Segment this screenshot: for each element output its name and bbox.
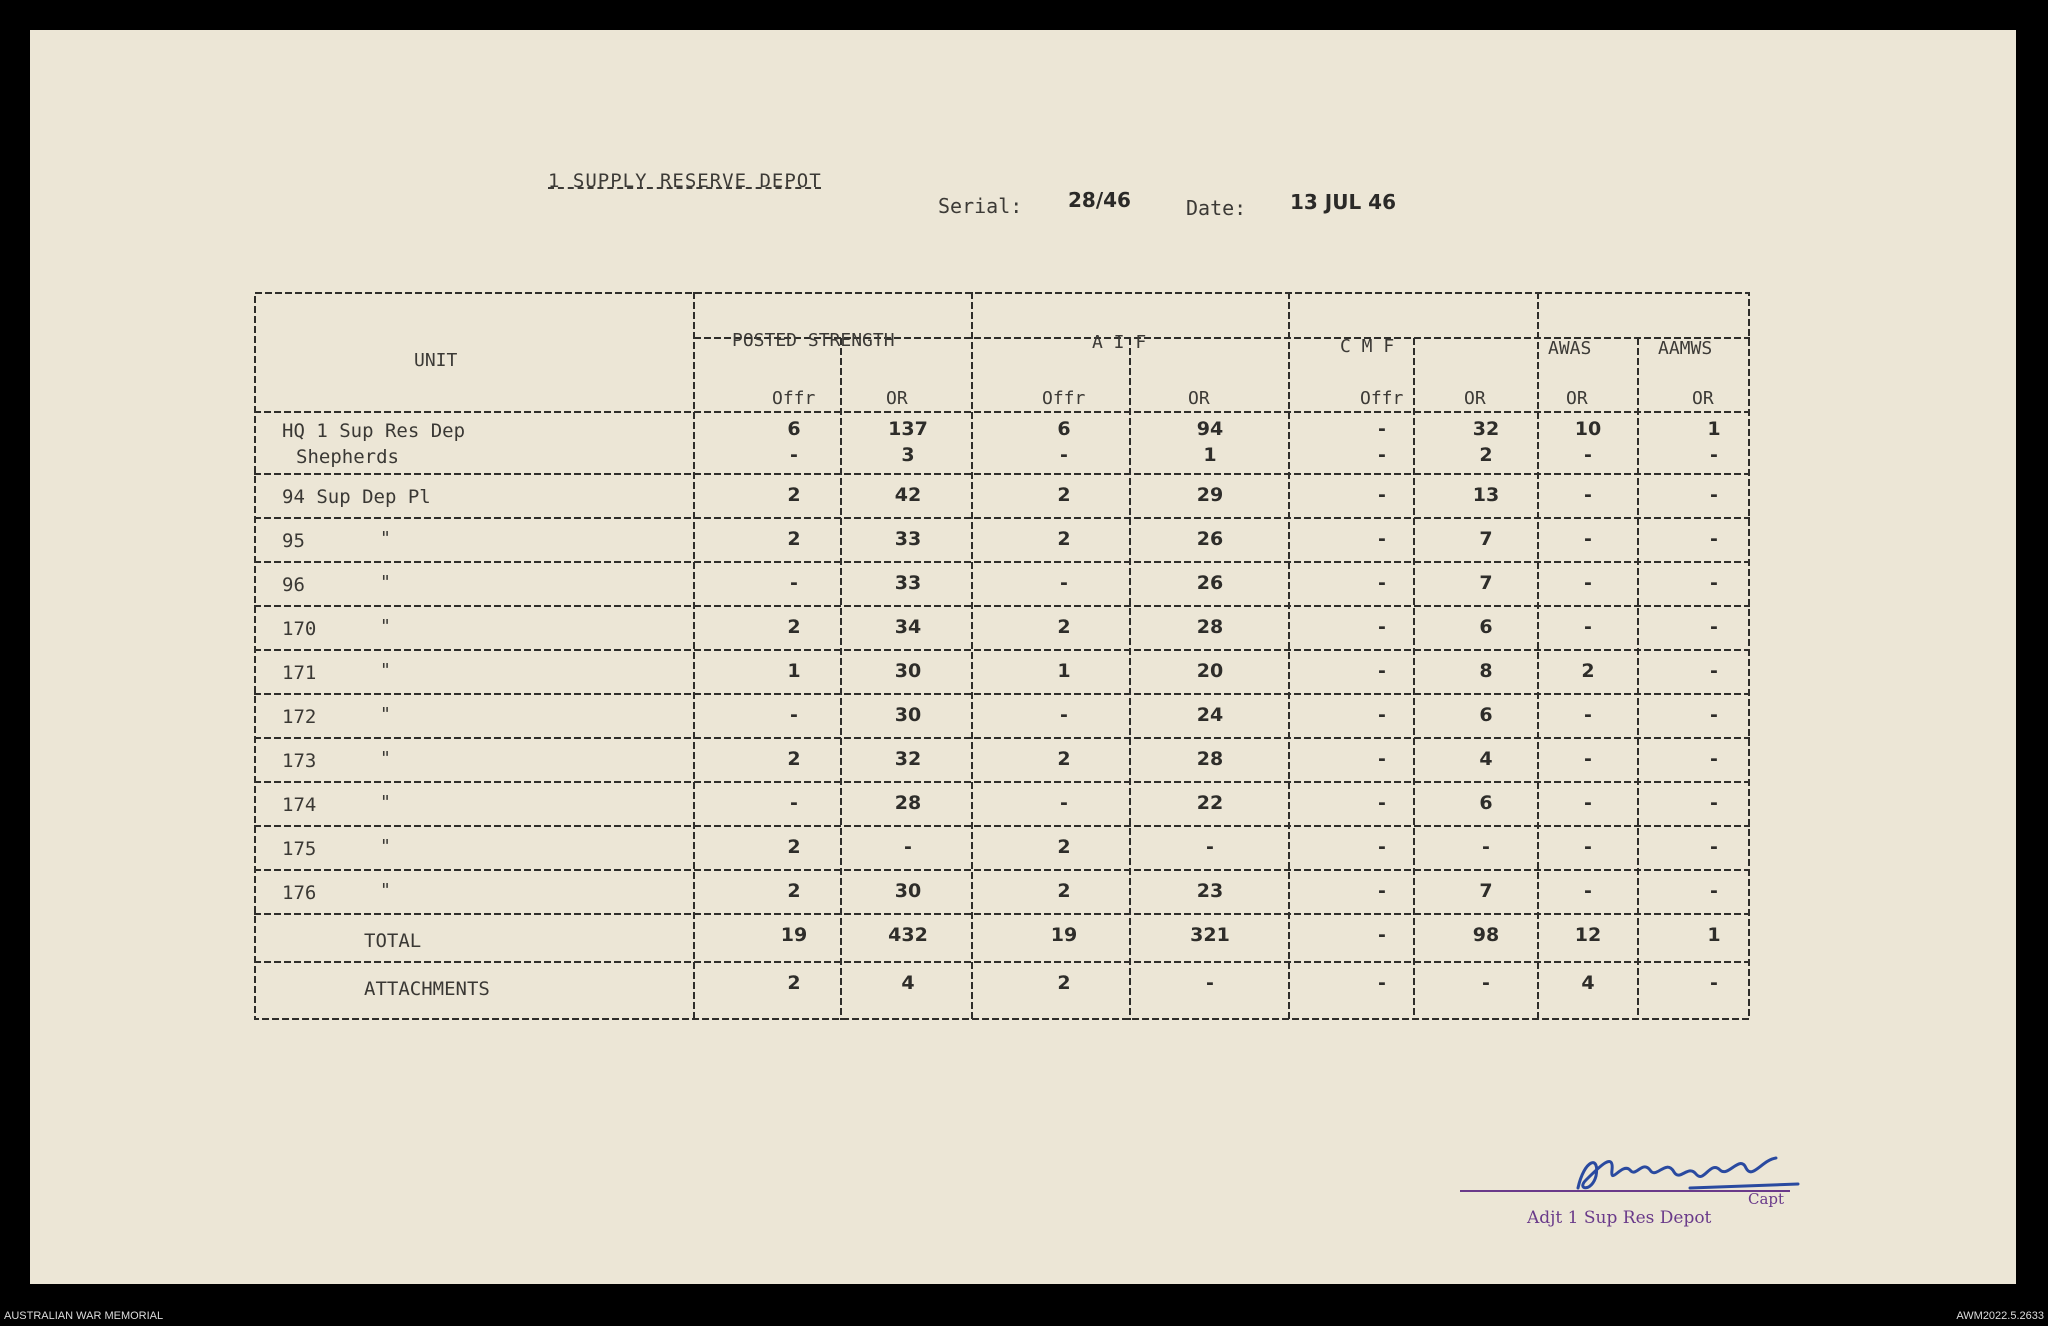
table-cell: 2 [1057,836,1071,858]
table-cell: 8 [1479,660,1493,682]
table-cell: 24 [1196,704,1224,726]
ditto-mark: " [380,660,391,681]
table-cell: 10 [1574,418,1602,440]
attachments-cell: 2 [1057,972,1071,994]
table-cell: 13 [1472,484,1500,506]
table-cell: - [1378,704,1386,726]
table-cell: - [1378,616,1386,638]
ditto-mark: " [380,528,391,549]
table-cell: 2 [1057,748,1071,770]
table-cell: - [1378,748,1386,770]
table-cell: - [1710,616,1718,638]
table-cell: - [1378,792,1386,814]
table-cell: 29 [1196,484,1224,506]
table-cell: - [790,444,798,466]
document-title: 1 SUPPLY RESERVE DEPOT [548,170,822,192]
attachments-cell: - [1482,972,1490,994]
attachments-cell: - [1206,972,1214,994]
unit-name: 95 [282,530,305,552]
table-cell: - [1482,836,1490,858]
sub-header: Offr [772,388,816,409]
sub-header: OR [1566,388,1588,409]
table-cell: 30 [894,660,922,682]
attachments-cell: - [1710,972,1718,994]
table-cell: 2 [1581,660,1595,682]
ditto-mark: " [380,704,391,725]
sub-header: OR [1464,388,1486,409]
table-cell: - [904,836,912,858]
footer-institution: AUSTRALIAN WAR MEMORIAL [4,1310,164,1322]
table-cell: 2 [787,836,801,858]
unit-name: Shepherds [296,446,399,468]
total-cell: 19 [780,924,808,946]
table-cell: 2 [787,484,801,506]
sub-header: Offr [1360,388,1404,409]
table-cell: - [1584,792,1592,814]
sub-header: Offr [1042,388,1086,409]
awas-header: AWAS [1548,338,1592,359]
table-cell: 30 [894,704,922,726]
table-cell: 3 [901,444,915,466]
table-cell: 4 [1479,748,1493,770]
table-cell: 2 [1057,880,1071,902]
table-cell: 1 [787,660,801,682]
table-cell: 30 [894,880,922,902]
serial-label: Serial: [938,194,1023,218]
table-cell: 26 [1196,528,1224,550]
unit-name: 172 [282,706,317,728]
date-label: Date: [1186,196,1247,220]
table-cell: 137 [888,418,928,440]
total-cell: 12 [1574,924,1602,946]
table-cell: 22 [1196,792,1224,814]
ditto-mark: " [380,748,391,769]
table-cell: - [1060,572,1068,594]
table-cell: 94 [1196,418,1224,440]
table-cell: 2 [787,880,801,902]
unit-name: 171 [282,662,317,684]
table-cell: 6 [1479,704,1493,726]
table-cell: - [1710,572,1718,594]
unit-name: 174 [282,794,317,816]
table-cell: - [1710,880,1718,902]
table-cell: 2 [787,616,801,638]
table-cell: - [1584,528,1592,550]
signature-line [1460,1190,1790,1192]
table-cell: - [1060,444,1068,466]
table-cell: - [1584,572,1592,594]
attachments-cell: 4 [1581,972,1595,994]
unit-name: 96 [282,574,305,596]
table-cell: - [1584,748,1592,770]
table-cell: - [1584,880,1592,902]
unit-name: 94 Sup Dep Pl [282,486,431,508]
table-cell: - [1710,660,1718,682]
table-cell: 2 [1057,528,1071,550]
table-cell: - [1378,836,1386,858]
table-cell: 2 [787,528,801,550]
document-page [30,30,2016,1284]
table-cell: 28 [894,792,922,814]
attachments-cell: - [1378,972,1386,994]
table-cell: - [1584,444,1592,466]
table-cell: - [1378,572,1386,594]
table-cell: - [1206,836,1214,858]
table-cell: - [790,704,798,726]
table-cell: 26 [1196,572,1224,594]
table-cell: 6 [1479,616,1493,638]
table-cell: - [1378,484,1386,506]
table-cell: - [1060,704,1068,726]
table-cell: 1 [1707,418,1721,440]
table-cell: 7 [1479,880,1493,902]
total-cell: 1 [1707,924,1721,946]
table-cell: 2 [1057,484,1071,506]
unit-name: 173 [282,750,317,772]
table-cell: - [1710,748,1718,770]
table-cell: - [1710,836,1718,858]
total-cell: - [1378,924,1386,946]
strength-table [254,292,1750,1020]
ditto-mark: " [380,572,391,593]
table-cell: - [1378,528,1386,550]
table-cell: 2 [1479,444,1493,466]
unit-name: 175 [282,838,317,860]
table-cell: - [1584,484,1592,506]
table-cell: - [1710,792,1718,814]
attachments-label: ATTACHMENTS [364,978,490,1000]
table-cell: 6 [1057,418,1071,440]
table-cell: - [1710,704,1718,726]
ditto-mark: " [380,616,391,637]
attachments-cell: 2 [787,972,801,994]
posted-strength-header: POSTED STRENGTH [732,330,895,351]
table-cell: 34 [894,616,922,638]
total-cell: 432 [888,924,928,946]
total-label: TOTAL [364,930,422,952]
table-cell: 28 [1196,748,1224,770]
table-cell: - [1378,880,1386,902]
table-cell: - [1710,484,1718,506]
table-cell: 1 [1057,660,1071,682]
table-cell: 7 [1479,528,1493,550]
table-cell: 23 [1196,880,1224,902]
table-cell: - [1584,616,1592,638]
ditto-mark: " [380,792,391,813]
table-cell: 7 [1479,572,1493,594]
table-cell: 42 [894,484,922,506]
table-cell: 32 [1472,418,1500,440]
table-cell: 2 [1057,616,1071,638]
total-cell: 98 [1472,924,1500,946]
attachments-cell: 4 [901,972,915,994]
table-cell: 2 [787,748,801,770]
adjutant-stamp: Adjt 1 Sup Res Depot [1527,1208,1712,1228]
aif-header: A I F [1092,332,1147,353]
table-cell: - [1060,792,1068,814]
table-cell: - [790,792,798,814]
table-cell: 1 [1203,444,1217,466]
aamws-header: AAMWS [1658,338,1713,359]
table-cell: 33 [894,572,922,594]
unit-name: 176 [282,882,317,904]
table-cell: - [1378,444,1386,466]
table-cell: - [1584,704,1592,726]
cmf-header: C M F [1340,336,1395,357]
date-value: 13 JUL 46 [1290,190,1397,214]
table-cell: 32 [894,748,922,770]
rank-label: Capt [1748,1190,1785,1208]
footer-accession: AWM2022.5.2633 [1956,1310,2044,1322]
total-cell: 19 [1050,924,1078,946]
table-cell: - [1378,660,1386,682]
table-cell: 6 [787,418,801,440]
table-cell: - [790,572,798,594]
table-rules [254,292,1750,1020]
table-cell: 28 [1196,616,1224,638]
sub-header: OR [886,388,908,409]
total-cell: 321 [1190,924,1230,946]
ditto-mark: " [380,880,391,901]
unit-name: HQ 1 Sup Res Dep [282,420,466,442]
sub-header: OR [1188,388,1210,409]
table-cell: 6 [1479,792,1493,814]
table-cell: - [1378,418,1386,440]
table-cell: 33 [894,528,922,550]
sub-header: OR [1692,388,1714,409]
table-cell: - [1710,444,1718,466]
table-cell: 20 [1196,660,1224,682]
table-cell: - [1584,836,1592,858]
table-cell: - [1710,528,1718,550]
unit-name: 170 [282,618,317,640]
ditto-mark: " [380,836,391,857]
serial-value: 28/46 [1068,188,1131,212]
unit-header: UNIT [414,350,458,371]
